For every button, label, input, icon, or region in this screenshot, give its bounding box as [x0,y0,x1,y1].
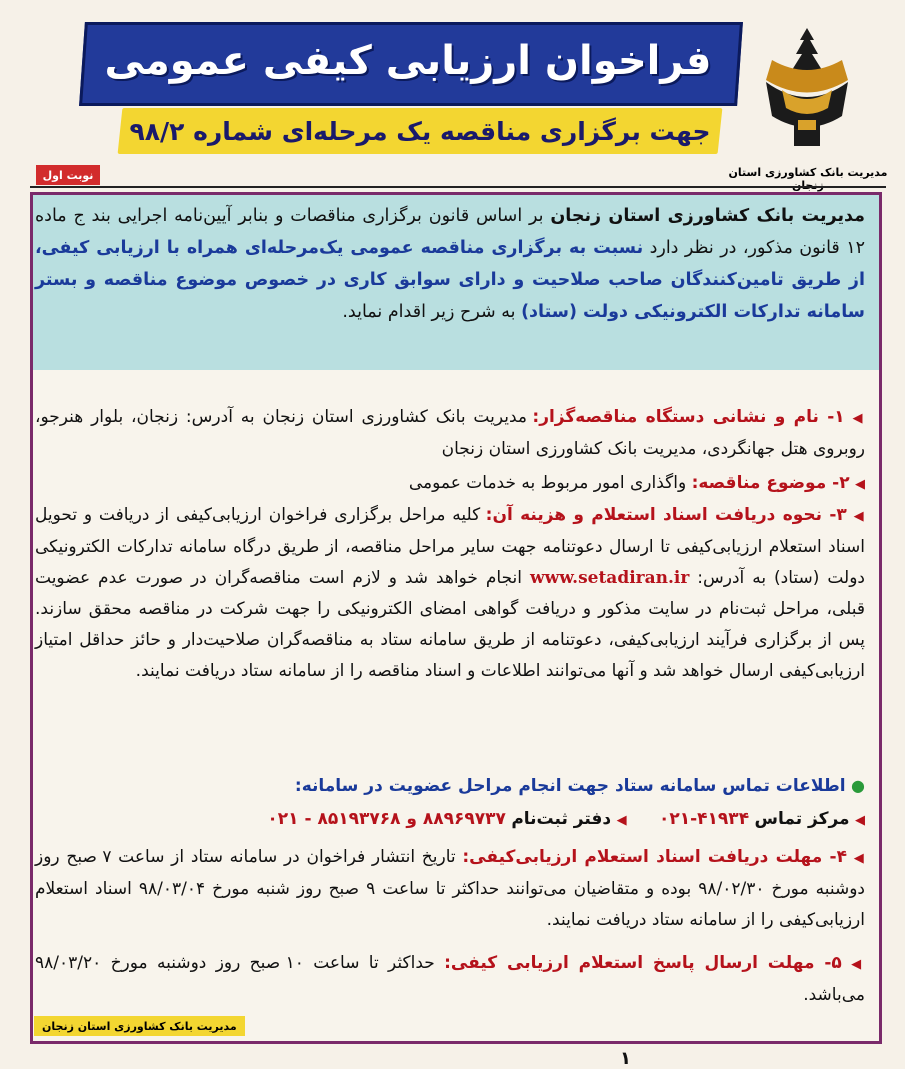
section-1-text: مدیریت بانک کشاورزی استان زنجان به آدرس: زنجان، بلوار هنرجو، روبروی هتل جهانگردی، مدیریت بانک کشاورزی استان زنجان [35,407,865,459]
section-4-label: ۴- مهلت دریافت اسناد استعلام ارزیابی‌کیفی: [462,847,847,867]
setad-website-link[interactable]: www.setadiran.ir [529,568,690,588]
section-arrow-icon: ◀ [853,851,866,866]
section-2-label: ۲- موضوع مناقصه: [691,473,850,493]
section-arrow-icon: ◀ [851,957,866,972]
contact-office-number: ۸۸۹۶۹۷۳۷ و ۸۵۱۹۳۷۶۸ - ۰۲۱ [267,809,506,829]
contact-title: اطلاعات تماس سامانه ستاد جهت انجام مراحل عضویت در سامانه: [294,776,846,796]
section-3-text-b: انجام خواهد شد و لازم است مناقصه‌گران در صورت عدم عضویت قبلی، مراحل ثبت‌نام در سایت مذکور و دریافت گواهی امضای الکترونیکی را جهت شرکت در مناقصه محقق سازند. پس از برگزاری فرآیند ارزیابی‌کیفی، دعوتنامه از طریق سامانه ستاد به مناقصه‌گران صلاحیت‌دار و حائز حداقل امتیاز ارزیابی‌کیفی ارسال خواهد شد و آنها می‌توانند اطلاعات و اسناد مناقصه را از سامانه ستاد دریافت نمایند. [35,568,865,681]
section-5 [35,948,865,1011]
bank-logo-icon [752,20,862,160]
contact-office-label: دفتر ثبت‌نام [511,809,612,829]
section-5-text: حداکثر تا ساعت ۱۰ صبح روز دوشنبه مورخ ۹۸/۰۳/۲۰ می‌باشد. [35,953,865,1005]
intro-part1: بر اساس قانون برگزاری مناقصات و بنابر آیین‌نامه اجرایی بند ج ماده ۱۲ قانون مذکور، در نظر دارد [35,206,865,258]
section-3-text-a: کلیه مراحل برگزاری فراخوان ارزیابی‌کیفی از دریافت و تحویل اسناد استعلام ارزیابی‌کیفی تا ارسال دعوتنامه جهت سایر مراحل مناقصه، از طریق درگاه سامانه تدارکات الکترونیکی دولت (ستاد) به آدرس: [35,505,866,588]
contact-center-number: ۰۲۱-۴۱۹۳۴ [659,809,750,829]
page-number: ۱ [620,1048,631,1069]
section-3-label: ۳- نحوه دریافت اسناد استعلام و هزینه آن: [485,505,847,525]
intro-part2: نسبت به برگزاری مناقصه عمومی یک‌مرحله‌ای همراه با ارزیابی کیفی، از طریق تامین‌کنندگان صاحب صلاحیت و دارای سوابق کاری در خصوص موضوع مناقصه و بستر سامانه تدارکات الکترونیکی دولت (ستاد) [35,238,865,322]
intro-part3: به شرح زیر اقدام نماید. [342,302,522,322]
bullet-dot-icon: ● [851,776,865,795]
contact-center-label: مرکز تماس [754,809,850,829]
section-arrow-icon: ◀ [855,813,865,828]
intro-paragraph [35,200,865,328]
turn-badge: نوبت اول [36,165,100,185]
section-arrow-icon: ◀ [855,477,865,492]
section-4 [35,842,865,936]
section-1-label: ۱- نام و نشانی دستگاه مناقصه‌گزار: [532,407,845,427]
section-2 [35,468,865,500]
section-arrow-icon: ◀ [852,411,865,426]
page-title: فراخوان ارزیابی کیفی عمومی [104,38,712,84]
footer-tag: مدیریت بانک کشاورزی استان زنجان [34,1016,245,1036]
contact-row [35,804,865,836]
section-5-label: ۵- مهلت ارسال پاسخ استعلام ارزیابی کیفی: [444,953,842,973]
section-arrow-icon: ◀ [853,509,866,524]
logo-caption: مدیریت بانک کشاورزی استان [728,166,888,179]
section-4-text: تاریخ انتشار فراخوان در سامانه ستاد از ساعت ۷ صبح روز دوشنبه مورخ ۹۸/۰۲/۳۰ بوده و متقاضیان می‌توانند حداکثر تا ساعت ۹ صبح روز شنبه مورخ ۹۸/۰۳/۰۴ اسناد استعلام ارزیابی‌کیفی را از سامانه ستاد دریافت نمایند. [35,847,865,930]
page-subtitle: جهت برگزاری مناقصه یک مرحله‌ای شماره ۹۸/۲ [129,116,711,146]
contact-title-row [35,770,865,802]
section-1 [35,402,865,465]
section-arrow-icon: ◀ [616,813,627,828]
section-2-text: واگذاری امور مربوط به خدمات عمومی [408,473,692,493]
section-3 [35,500,865,687]
header-divider [30,186,886,188]
intro-org: مدیریت بانک کشاورزی استان زنجان [550,206,866,226]
